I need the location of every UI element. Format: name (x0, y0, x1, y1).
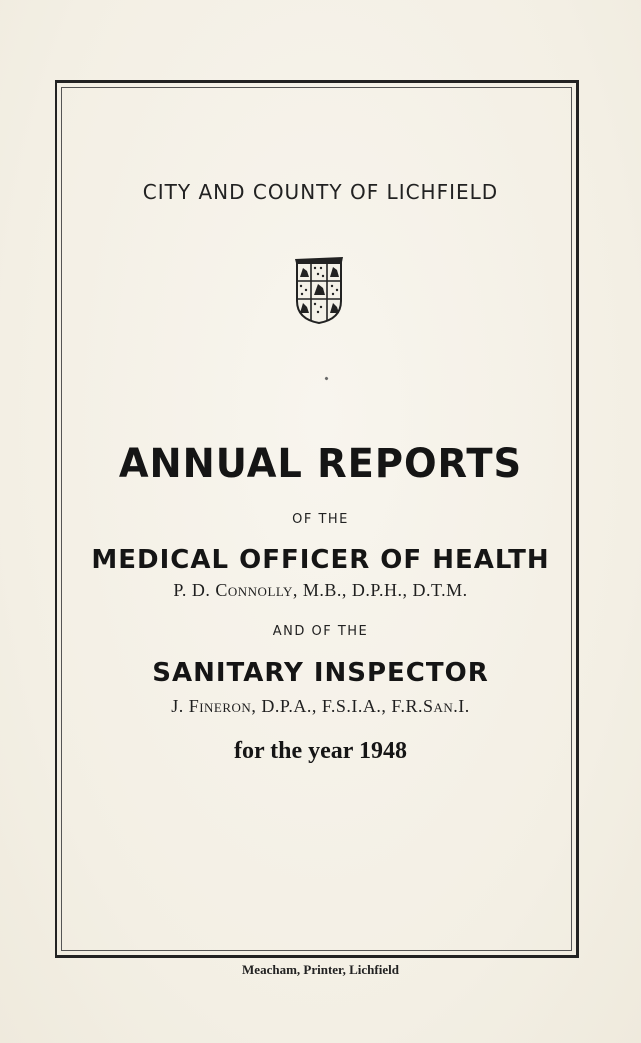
of-the-label: OF THE (292, 512, 349, 527)
sanitary-inspector-name: J. Fineron, D.P.A., F.S.I.A., F.R.San.I. (171, 696, 470, 716)
medical-officer-heading: MEDICAL OFFICER OF HEALTH (91, 545, 550, 575)
printer-imprint: Meacham, Printer, Lichfield (242, 962, 399, 977)
main-title: ANNUAL REPORTS (118, 441, 523, 487)
coat-of-arms-icon (293, 255, 345, 325)
medical-officer-name: P. D. Connolly, M.B., D.P.H., D.T.M. (173, 580, 468, 600)
report-year: for the year 1948 (233, 738, 408, 764)
sanitary-inspector-heading: SANITARY INSPECTOR (152, 658, 489, 688)
city-county-heading: CITY AND COUNTY OF LICHFIELD (142, 180, 499, 204)
and-of-the-label: AND OF THE (272, 624, 369, 639)
